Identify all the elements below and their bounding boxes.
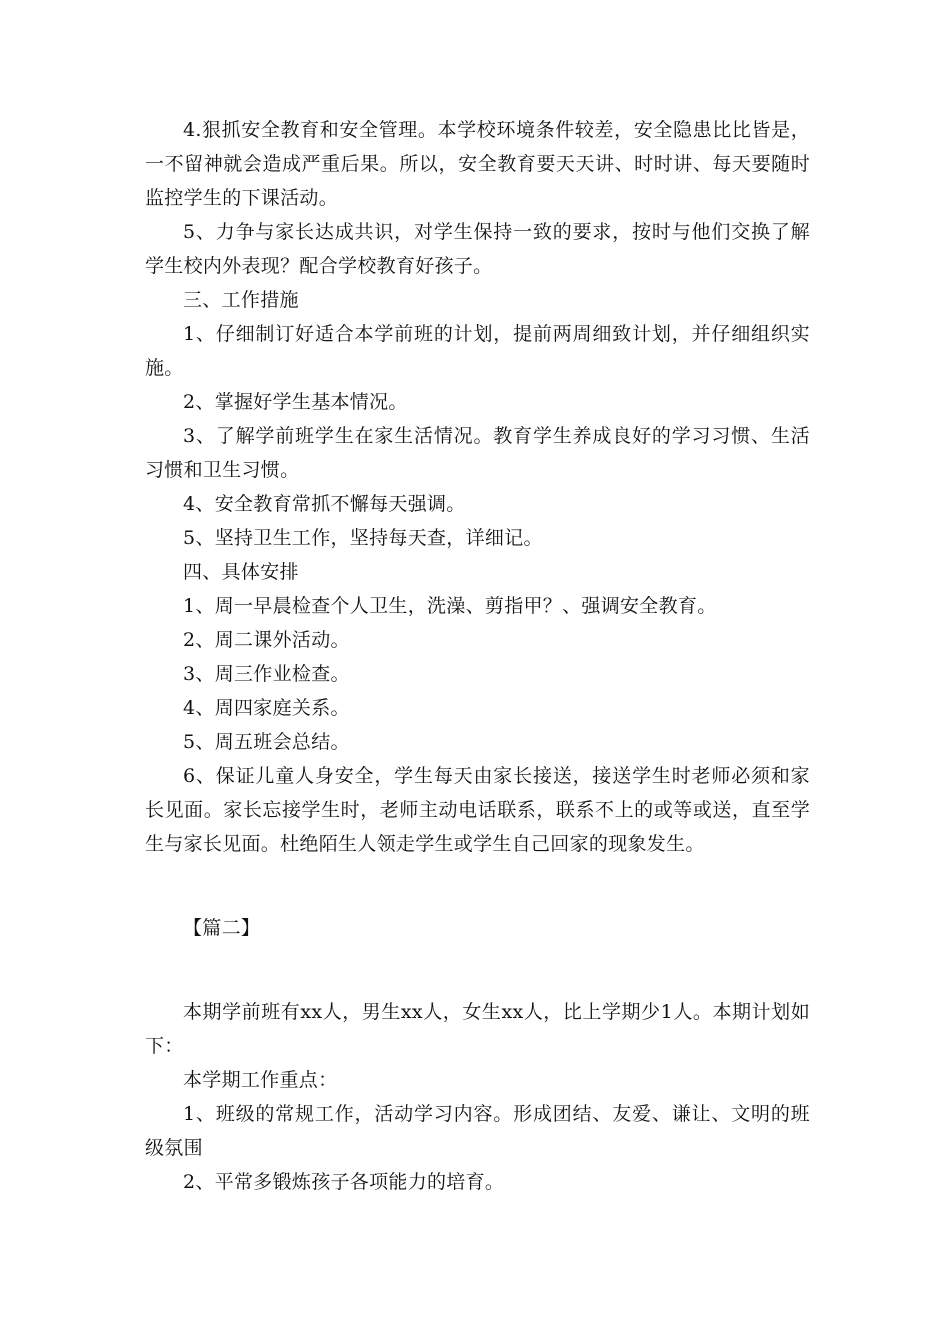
paragraph: 3、周三作业检查。 <box>183 663 350 685</box>
paragraph: 1、仔细制订好适合本学前班的计划，提前两周细致计划，并仔细组织实施。 <box>145 323 810 379</box>
paragraph: 2、掌握好学生基本情况。 <box>183 391 408 413</box>
paragraph: 6、保证儿童人身安全，学生每天由家长接送，接送学生时老师必须和家长见面。家长忘接学生时，老师主动电话联系，联系不上的或等或送，直至学生与家长见面。杜绝陌生人领走学生或学生自己回家的现象发生。 <box>145 765 810 855</box>
paragraph: 1、周一早晨检查个人卫生，洗澡、剪指甲？、强调安全教育。 <box>183 595 717 617</box>
paragraph: 本学期工作重点： <box>183 1069 338 1091</box>
paragraph: 5、周五班会总结。 <box>183 731 350 753</box>
part-heading-block <box>145 911 810 945</box>
section-heading: 四、具体安排 <box>183 561 299 583</box>
document-body <box>145 113 810 1199</box>
section-heading: 三、工作措施 <box>183 289 299 311</box>
paragraph: 4、安全教育常抓不懈每天强调。 <box>183 493 466 515</box>
paragraph: 本期学前班有xx人，男生xx人，女生xx人，比上学期少1人。本期计划如下： <box>145 1001 810 1057</box>
paragraph: 3、了解学前班学生在家生活情况。教育学生养成良好的学习习惯、生活习惯和卫生习惯。 <box>145 425 810 481</box>
paragraph: 5、力争与家长达成共识，对学生保持一致的要求，按时与他们交换了解学生校内外表现？配合学校教育好孩子。 <box>145 221 810 277</box>
paragraph: 4.狠抓安全教育和安全管理。本学校环境条件较差，安全隐患比比皆是，一不留神就会造成严重后果。所以，安全教育要天天讲、时时讲、每天要随时监控学生的下课活动。 <box>145 119 810 209</box>
paragraph: 5、坚持卫生工作，坚持每天查，详细记。 <box>183 527 543 549</box>
paragraph: 4、周四家庭关系。 <box>183 697 350 719</box>
part-heading: 【篇二】 <box>183 917 261 939</box>
paragraph: 2、平常多锻炼孩子各项能力的培育。 <box>183 1171 505 1193</box>
paragraph: 2、周二课外活动。 <box>183 629 350 651</box>
paragraph: 1、班级的常规工作，活动学习内容。形成团结、友爱、谦让、文明的班级氛围 <box>145 1103 810 1159</box>
